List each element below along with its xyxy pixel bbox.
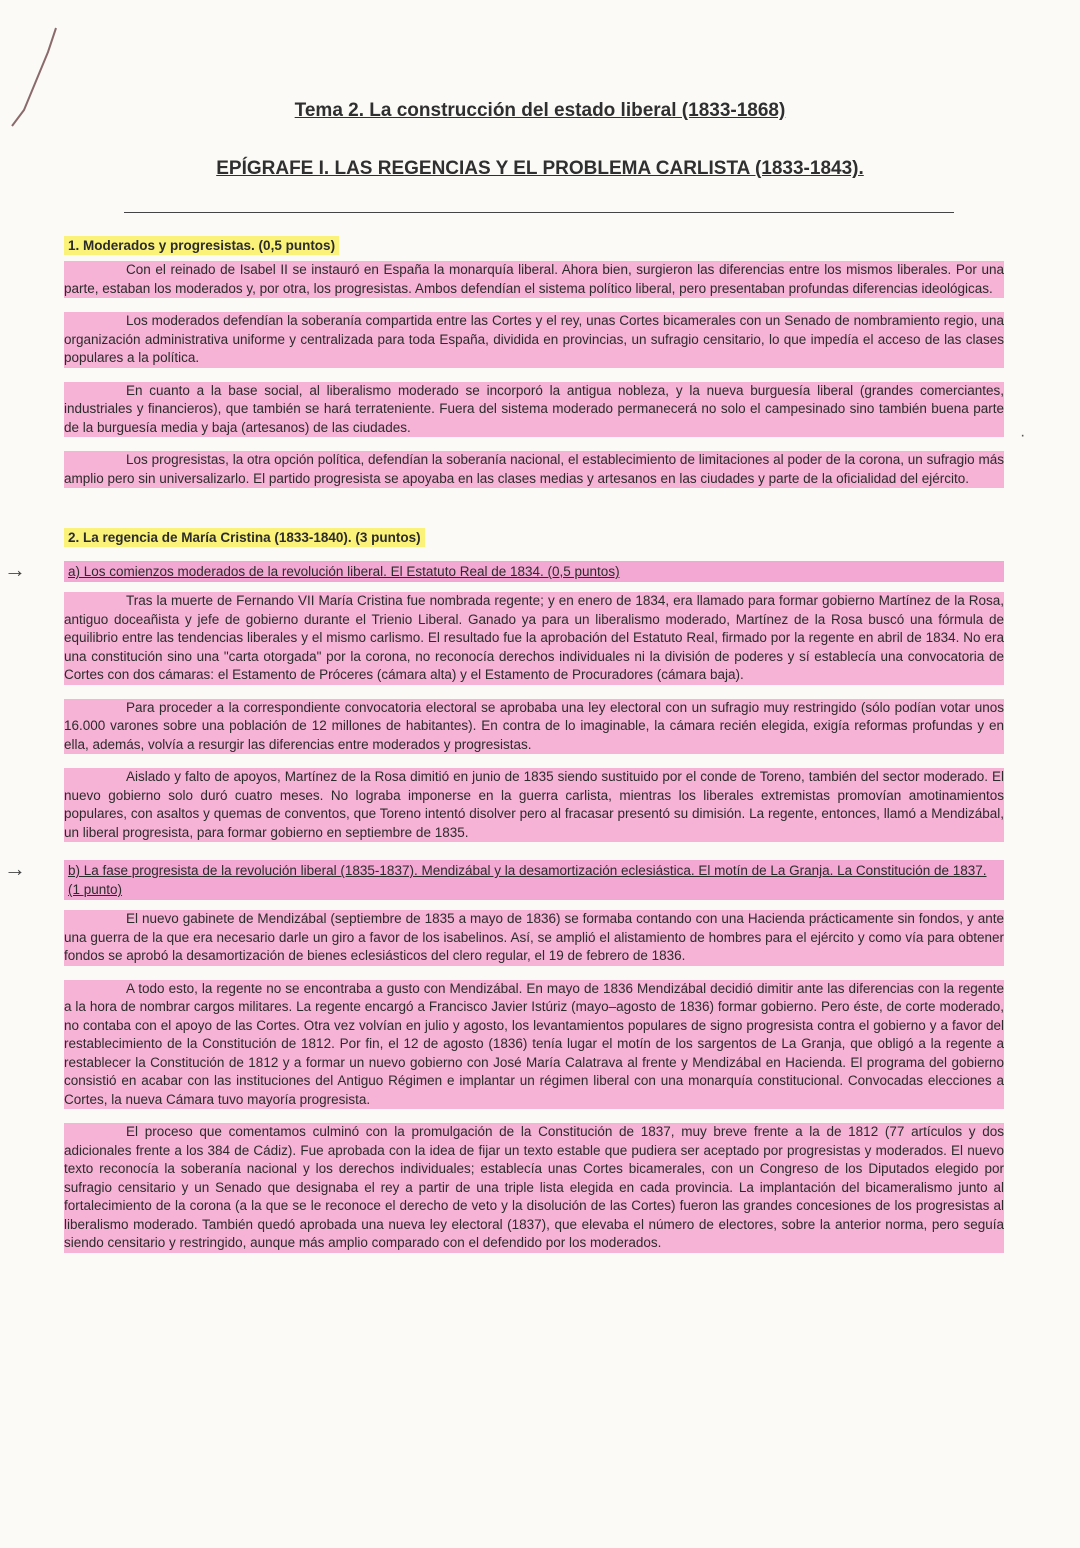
subsection-heading-a: a) Los comienzos moderados de la revolución liberal. El Estatuto Real de 1834. (0,5 puntos): [64, 561, 1004, 582]
paragraph: En cuanto a la base social, al liberalismo moderado se incorporó la antigua nobleza, y la nueva burguesía liberal (grandes comerciantes, industriales y financieros), que también se hará terrateniente. Fuera del sistema moderado permanecerá no solo el campesinado sino también buena parte de la burguesía media y baja (artesanos) de las ciudades.: [64, 382, 1004, 438]
paragraph: Los moderados defendían la soberanía compartida entre las Cortes y el rey, unas Cortes bicamerales con un Senado de nombramiento regio, una organización administrativa uniforme y centralizada para toda España, dividida en provincias, un sufragio censitario, lo que impedía el acceso de las clases populares a la política.: [64, 312, 1004, 368]
paragraph: Los progresistas, la otra opción política, defendían la soberanía nacional, el establecimiento de limitaciones al poder de la corona, un sufragio más amplio pero sin universalizarlo. El partido progresista se apoyaba en las clases medias y artesanos en las ciudades y parte de la oficialidad del ejército.: [64, 451, 1004, 488]
paragraph: Aislado y falto de apoyos, Martínez de la Rosa dimitió en junio de 1835 siendo sustituido por el conde de Toreno, también del sector moderado. El nuevo gobierno solo duró cuatro meses. No lograba imponerse en la guerra carlista, mientras los liberales extremistas promovían amotinamientos populares, con asaltos y quemas de conventos, que Toreno intentó disolver pero al fracasar presentó su dimisión. La regente, entonces, llamó a Mendizábal, un liberal progresista, para formar gobierno en septiembre de 1835.: [64, 768, 1004, 842]
margin-dot: ·: [1020, 427, 1026, 444]
arrow-icon: →: [4, 856, 26, 881]
arrow-icon: →: [4, 557, 26, 582]
divider: [124, 212, 954, 213]
paragraph: Para proceder a la correspondiente convocatoria electoral se aprobaba una ley electoral con un sufragio muy restringido (sólo podían votar unos 16.000 varones sobre una población de 12 millones de habitantes). En contra de lo imaginable, la cámara recién elegida, exigía reformas profundas y en ella, además, volvía a resurgir las diferencias entre moderados y progresistas.: [64, 699, 1004, 755]
section-heading-2: 2. La regencia de María Cristina (1833-1840). (3 puntos): [64, 528, 425, 547]
epigraph-title: EPÍGRAFE I. LAS REGENCIAS Y EL PROBLEMA CARLISTA (1833-1843).: [216, 158, 864, 179]
paragraph: A todo esto, la regente no se encontraba a gusto con Mendizábal. En mayo de 1836 Mendizábal decidió dimitir ante las diferencias con la regente a la hora de nombrar cargos militares. La regente encargó a Francisco Javier Istúriz (mayo–agosto de 1836) formar gobierno. Pero éste, de corte moderado, no contaba con el apoyo de las Cortes. Otra vez volvían en julio y agosto, los levantamientos populares de signo progresista contra el gobierno y a favor del restablecimiento de la Constitución de 1812. Por fin, el 12 de agosto (1836) tenía lugar el motín de los sargentos de La Granja, que obligó a la regente a restablecer la Constitución de 1812 y a formar un nuevo gobierno con José María Calatrava al frente y Mendizábal en Hacienda. El programa del gobierno consistió en acabar con las instituciones del Antiguo Régimen e implantar un régimen liberal con una monarquía constitucional. Convocadas elecciones a Cortes, la nueva Cámara tuvo mayoría progresista.: [64, 980, 1004, 1110]
paragraph: Con el reinado de Isabel II se instauró en España la monarquía liberal. Ahora bien, surgieron las diferencias entre los mismos liberales. Por una parte, estaban los moderados y, por otra, los progresistas. Ambos defendían el sistema político liberal, pero presentaban profundas diferencias ideológicas.: [64, 261, 1004, 298]
paragraph: El proceso que comentamos culminó con la promulgación de la Constitución de 1837, muy breve frente a la de 1812 (77 artículos y dos adicionales frente a los 384 de Cádiz). Fue aprobada con la idea de fijar un texto estable que pudiera ser aceptado por progresistas y moderados. El nuevo texto reconocía la soberanía nacional y los derechos individuales; establecía unas Cortes bicamerales, con un Congreso de los Diputados elegido por sufragio censitario y un Senado que designaba el rey a partir de una triple lista elegida en cada provincia. La implantación del bicameralismo junto al fortalecimiento de la corona (a la que se le reconoce el derecho de veto y la disolución de las Cortes) fueron las grandes concesiones de los progresistas al liberalismo moderado. También quedó aprobada una nueva ley electoral (1837), que elevaba el número de electores, sobre la anterior norma, pero seguía siendo censitario y restringido, aunque más amplio comparado con el defendido por los moderados.: [64, 1123, 1004, 1253]
paragraph: El nuevo gabinete de Mendizábal (septiembre de 1835 a mayo de 1836) se formaba contando con una Hacienda prácticamente sin fondos, y ante una guerra de la que era necesario darle un giro a favor de los isabelinos. Así, se amplió el alistamiento de hombres para el ejército y como vía para obtener fondos se aprobó la desamortización de bienes eclesiásticos del clero regular, el 19 de febrero de 1836.: [64, 910, 1004, 966]
page-title: Tema 2. La construcción del estado liberal (1833-1868): [294, 100, 786, 121]
content: [4, 236, 1004, 1267]
section-heading-1: 1. Moderados y progresistas. (0,5 puntos): [64, 236, 339, 255]
subsection-heading-b: b) La fase progresista de la revolución liberal (1835-1837). Mendizábal y la desamortización eclesiástica. El motín de La Granja. La Constitución de 1837. (1 punto): [64, 860, 1004, 900]
paragraph: Tras la muerte de Fernando VII María Cristina fue nombrada regente; y en enero de 1834, era llamado para formar gobierno Martínez de la Rosa, antiguo doceañista y jefe de gobierno durante el Trienio Liberal. Ganado ya para un liberalismo moderado, Martínez de la Rosa buscó una fórmula de equilibrio entre las tendencias liberales y el mismo carlismo. El resultado fue la aprobación del Estatuto Real, firmado por la regente en abril de 1834. No era una constitución sino una "carta otorgada" por la corona, no reconocía derechos individuales ni la división de poderes y sí establecía una convocatoria de Cortes con dos cámaras: el Estamento de Próceres (cámara alta) y el Estamento de Procuradores (cámara baja).: [64, 592, 1004, 685]
